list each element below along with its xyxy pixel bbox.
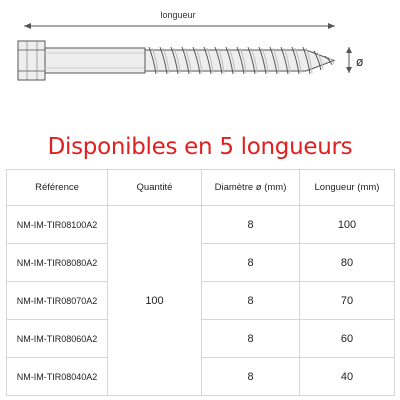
cell-length: 40 <box>300 358 395 396</box>
header-quantity: Quantité <box>108 170 202 206</box>
header-diameter: Diamètre ø (mm) <box>202 170 300 206</box>
table-row <box>7 206 395 244</box>
cell-reference: NM-IM-TIR08100A2 <box>7 206 108 244</box>
screw-figure <box>0 0 400 120</box>
cell-length: 100 <box>300 206 395 244</box>
spec-table <box>6 169 395 396</box>
header-reference: Référence <box>7 170 108 206</box>
page-title: Disponibles en 5 longueurs <box>47 134 353 160</box>
cell-diameter: 8 <box>202 358 300 396</box>
cell-diameter: 8 <box>202 282 300 320</box>
header-length: Longueur (mm) <box>300 170 395 206</box>
cell-quantity: 100 <box>108 206 202 396</box>
cell-diameter: 8 <box>202 206 300 244</box>
length-arrow-right <box>328 23 335 29</box>
diameter-label: ø <box>356 55 364 69</box>
diameter-arrow-bottom <box>346 67 352 73</box>
screw-shank <box>45 48 145 73</box>
length-arrow-left <box>24 23 31 29</box>
screw-head <box>18 41 45 80</box>
cell-reference: NM-IM-TIR08080A2 <box>7 244 108 282</box>
cell-length: 60 <box>300 320 395 358</box>
cell-diameter: 8 <box>202 244 300 282</box>
length-label: longueur <box>160 10 196 20</box>
cell-reference: NM-IM-TIR08040A2 <box>7 358 108 396</box>
cell-diameter: 8 <box>202 320 300 358</box>
diameter-arrow-top <box>346 47 352 53</box>
table-header-row <box>7 170 395 206</box>
cell-reference: NM-IM-TIR08070A2 <box>7 282 108 320</box>
cell-length: 80 <box>300 244 395 282</box>
screw-threads <box>145 47 334 74</box>
cell-length: 70 <box>300 282 395 320</box>
cell-reference: NM-IM-TIR08060A2 <box>7 320 108 358</box>
